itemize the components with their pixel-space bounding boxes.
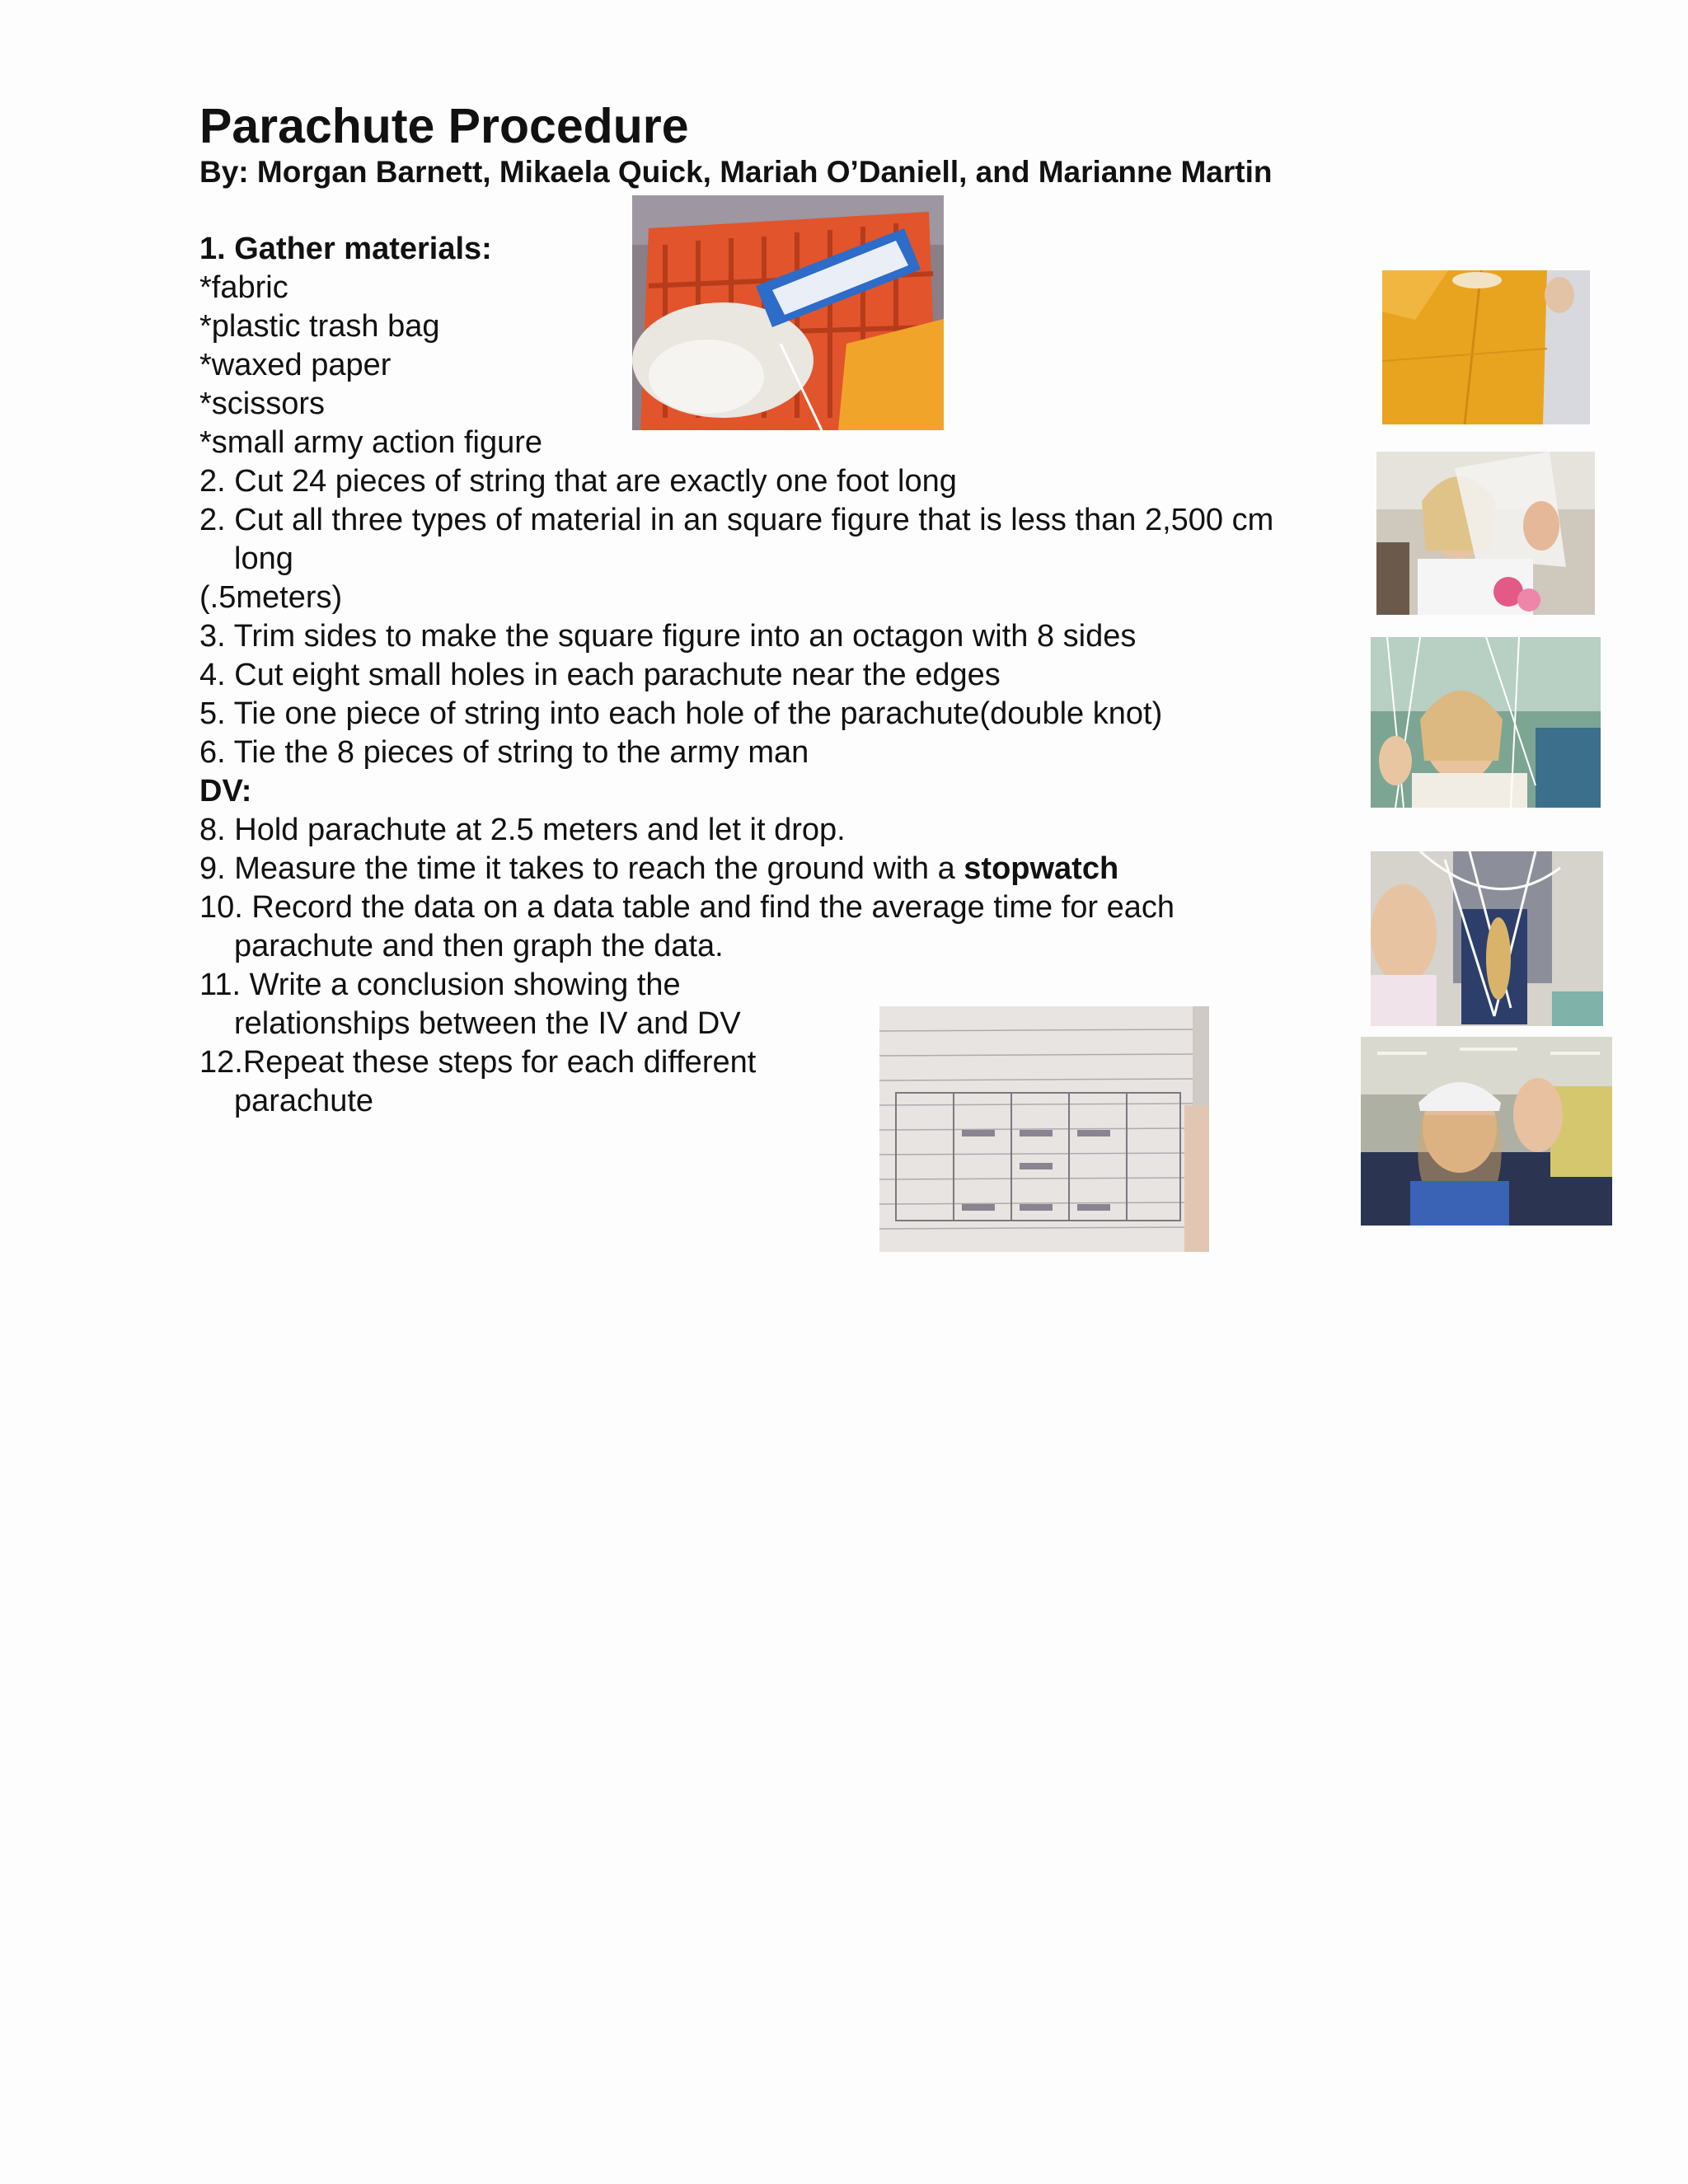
string-parachute-photo — [1371, 851, 1603, 1026]
orange-fabric-photo — [1382, 270, 1590, 424]
girl-waving-photo — [1361, 1037, 1612, 1226]
step-1-heading: 1. Gather materials: — [199, 232, 492, 266]
dv-heading: DV: — [199, 774, 252, 808]
step-11: 11. Write a conclusion showing the — [199, 968, 681, 1002]
material-item: *scissors — [199, 387, 326, 421]
material-item: *waxed paper — [199, 348, 392, 382]
step-4: 4. Cut eight small holes in each parachute near the edges — [199, 658, 1001, 692]
step-10: 10. Record the data on a data table and find the average time for each — [199, 890, 1175, 925]
step-6: 6. Tie the 8 pieces of string to the army man — [199, 735, 809, 770]
step-3: 3. Trim sides to make the square figure into an octagon with 8 sides — [199, 619, 1137, 654]
materials-basket-photo — [632, 195, 944, 430]
material-item: *fabric — [199, 270, 288, 305]
material-item: *small army action figure — [199, 425, 543, 460]
step-2a: 2. Cut 24 pieces of string that are exactly one foot long — [199, 464, 957, 499]
step-2b-note: (.5meters) — [199, 580, 343, 615]
step-11-continued: relationships between the IV and DV — [234, 1006, 741, 1041]
girl-holding-bag-photo — [1376, 452, 1595, 615]
step-9-text: 9. Measure the time it takes to reach the ground with a — [199, 851, 964, 886]
material-item: *plastic trash bag — [199, 309, 440, 344]
step-9-bold-text: stopwatch — [964, 851, 1119, 886]
step-5: 5. Tie one piece of string into each hole of the parachute(double knot) — [199, 696, 1163, 731]
step-10-continued: parachute and then graph the data. — [234, 929, 724, 963]
data-table-notebook-photo — [879, 1006, 1209, 1252]
document-title: Parachute Procedure — [199, 99, 689, 153]
step-8: 8. Hold parachute at 2.5 meters and let it drop. — [199, 813, 846, 847]
step-2b: 2. Cut all three types of material in an square figure that is less than 2,500 cm — [199, 503, 1274, 537]
step-12-continued: parachute — [234, 1084, 374, 1118]
girl-with-strings-photo — [1371, 637, 1601, 808]
document-byline: By: Morgan Barnett, Mikaela Quick, Mariah O’Daniell, and Marianne Martin — [199, 155, 1273, 189]
step-2b-continued: long — [234, 541, 293, 576]
step-12: 12.Repeat these steps for each different — [199, 1045, 757, 1080]
step-9 — [199, 850, 1353, 888]
